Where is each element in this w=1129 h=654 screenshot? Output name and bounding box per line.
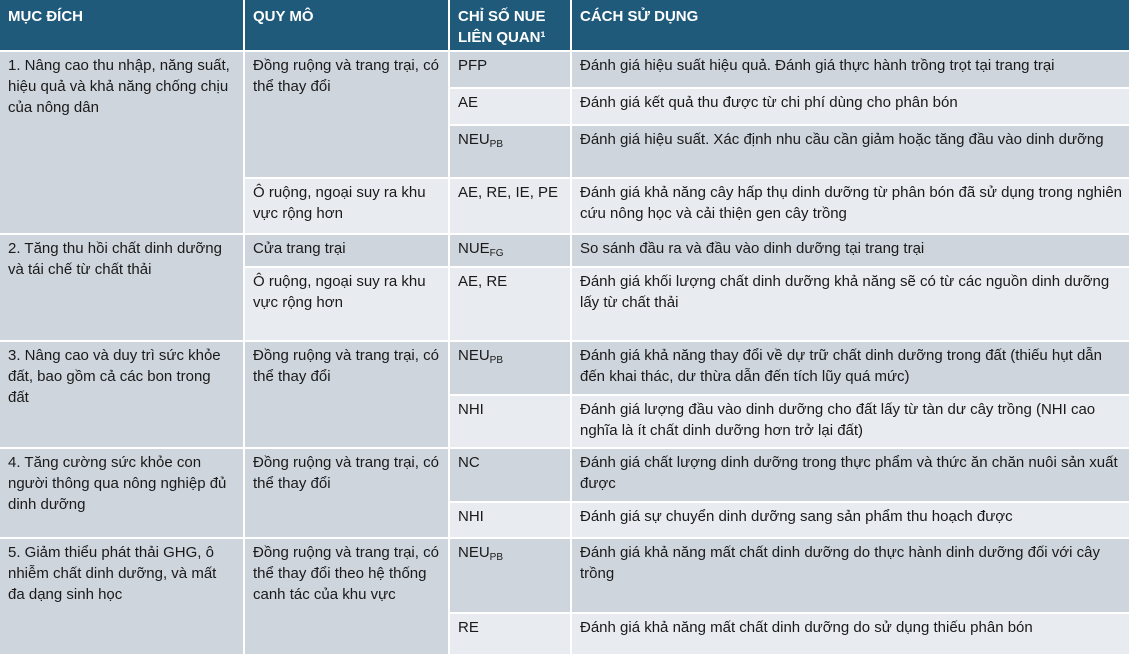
indicator-cell [450,539,570,612]
indicator-cell [450,614,570,654]
indicator-text: AE, RE, IE, PE [458,184,559,201]
purpose-cell-3: 3. Nâng cao và duy trì sức khỏe đất, bao gồm cả các bon trong đất [0,342,243,447]
indicator-cell [450,342,570,394]
indicator-cell [450,126,570,177]
header-scale: QUY MÔ [245,0,448,50]
indicator-text: NEU [458,347,490,364]
header-indicator-line1: CHỈ SỐ NUE [458,8,546,25]
usage-cell: Đánh giá khả năng cây hấp thụ dinh dưỡng từ phân bón đã sử dụng trong nghiên cứu nông học và cải thiện gen cây trồng [572,179,1129,233]
indicator-text: PFP [458,57,488,74]
indicator-text: NC [458,454,480,471]
usage-cell: Đánh giá kết quả thu được từ chi phí dùng cho phân bón [572,89,1129,124]
indicator-cell [450,179,570,233]
indicator-text: NUE [458,240,490,257]
indicator-text: NHI [458,508,484,525]
indicator-cell [450,396,570,447]
scale-cell-4: Ô ruộng, ngoại suy ra khu vực rộng hơn [245,268,448,340]
scale-cell-7: Đồng ruộng và trang trại, có thể thay đổi theo hệ thống canh tác của khu vực [245,539,448,654]
indicator-subscript: PB [489,139,504,150]
indicator-subscript: PB [489,552,504,563]
scale-cell-5: Đồng ruộng và trang trại, có thể thay đổi [245,342,448,447]
usage-cell: So sánh đầu ra và đầu vào dinh dưỡng tại trang trại [572,235,1129,266]
usage-cell: Đánh giá chất lượng dinh dưỡng trong thực phẩm và thức ăn chăn nuôi sản xuất được [572,449,1129,501]
indicator-text: NEU [458,131,490,148]
purpose-cell-1: 1. Nâng cao thu nhập, năng suất, hiệu quả và khả năng chống chịu của nông dân [0,52,243,233]
indicator-text: AE [458,94,479,111]
indicator-cell [450,268,570,340]
indicator-cell [450,449,570,501]
usage-cell: Đánh giá hiệu suất. Xác định nhu cầu cần giảm hoặc tăng đầu vào dinh dưỡng [572,126,1129,177]
indicator-text: RE [458,619,479,636]
usage-cell: Đánh giá khả năng thay đổi về dự trữ chất dinh dưỡng trong đất (thiếu hụt dẫn đến khai thác, dư thừa dẫn đến tích lũy quá mức) [572,342,1129,394]
usage-cell: Đánh giá hiệu suất hiệu quả. Đánh giá thực hành trồng trọt tại trang trại [572,52,1129,87]
header-indicator [450,0,570,50]
usage-cell: Đánh giá lượng đầu vào dinh dưỡng cho đất lấy từ tàn dư cây trồng (NHI cao nghĩa là ít chất dinh dưỡng hơn trở lại đất) [572,396,1129,447]
header-indicator-line2: LIÊN QUAN¹ [458,29,546,46]
usage-cell: Đánh giá khối lượng chất dinh dưỡng khả năng sẽ có từ các nguồn dinh dưỡng lấy từ chất thải [572,268,1129,340]
scale-cell-1: Đồng ruộng và trang trại, có thể thay đổi [245,52,448,177]
usage-cell: Đánh giá khả năng mất chất dinh dưỡng do sử dụng thiếu phân bón [572,614,1129,654]
usage-cell: Đánh giá khả năng mất chất dinh dưỡng do thực hành dinh dưỡng đối với cây trồng [572,539,1129,612]
indicator-cell [450,503,570,537]
indicator-cell [450,52,570,87]
purpose-cell-2: 2. Tăng thu hồi chất dinh dưỡng và tái chế từ chất thải [0,235,243,340]
indicator-text: NEU [458,544,490,561]
purpose-cell-5: 5. Giảm thiểu phát thải GHG, ô nhiễm chất dinh dưỡng, và mất đa dạng sinh học [0,539,243,654]
scale-cell-2: Ô ruộng, ngoại suy ra khu vực rộng hơn [245,179,448,233]
scale-cell-6: Đồng ruộng và trang trại, có thể thay đổi [245,449,448,537]
usage-cell: Đánh giá sự chuyển dinh dưỡng sang sản phẩm thu hoạch được [572,503,1129,537]
purpose-cell-4: 4. Tăng cường sức khỏe con người thông qua nông nghiệp đủ dinh dưỡng [0,449,243,537]
indicator-subscript: FG [489,248,504,259]
indicator-cell [450,235,570,266]
indicator-text: AE, RE [458,273,508,290]
header-purpose: MỤC ĐÍCH [0,0,243,50]
indicator-text: NHI [458,401,484,418]
scale-cell-3: Cửa trang trại [245,235,448,266]
indicator-cell [450,89,570,124]
indicator-subscript: PB [489,355,504,366]
header-usage: CÁCH SỬ DỤNG [572,0,1129,50]
